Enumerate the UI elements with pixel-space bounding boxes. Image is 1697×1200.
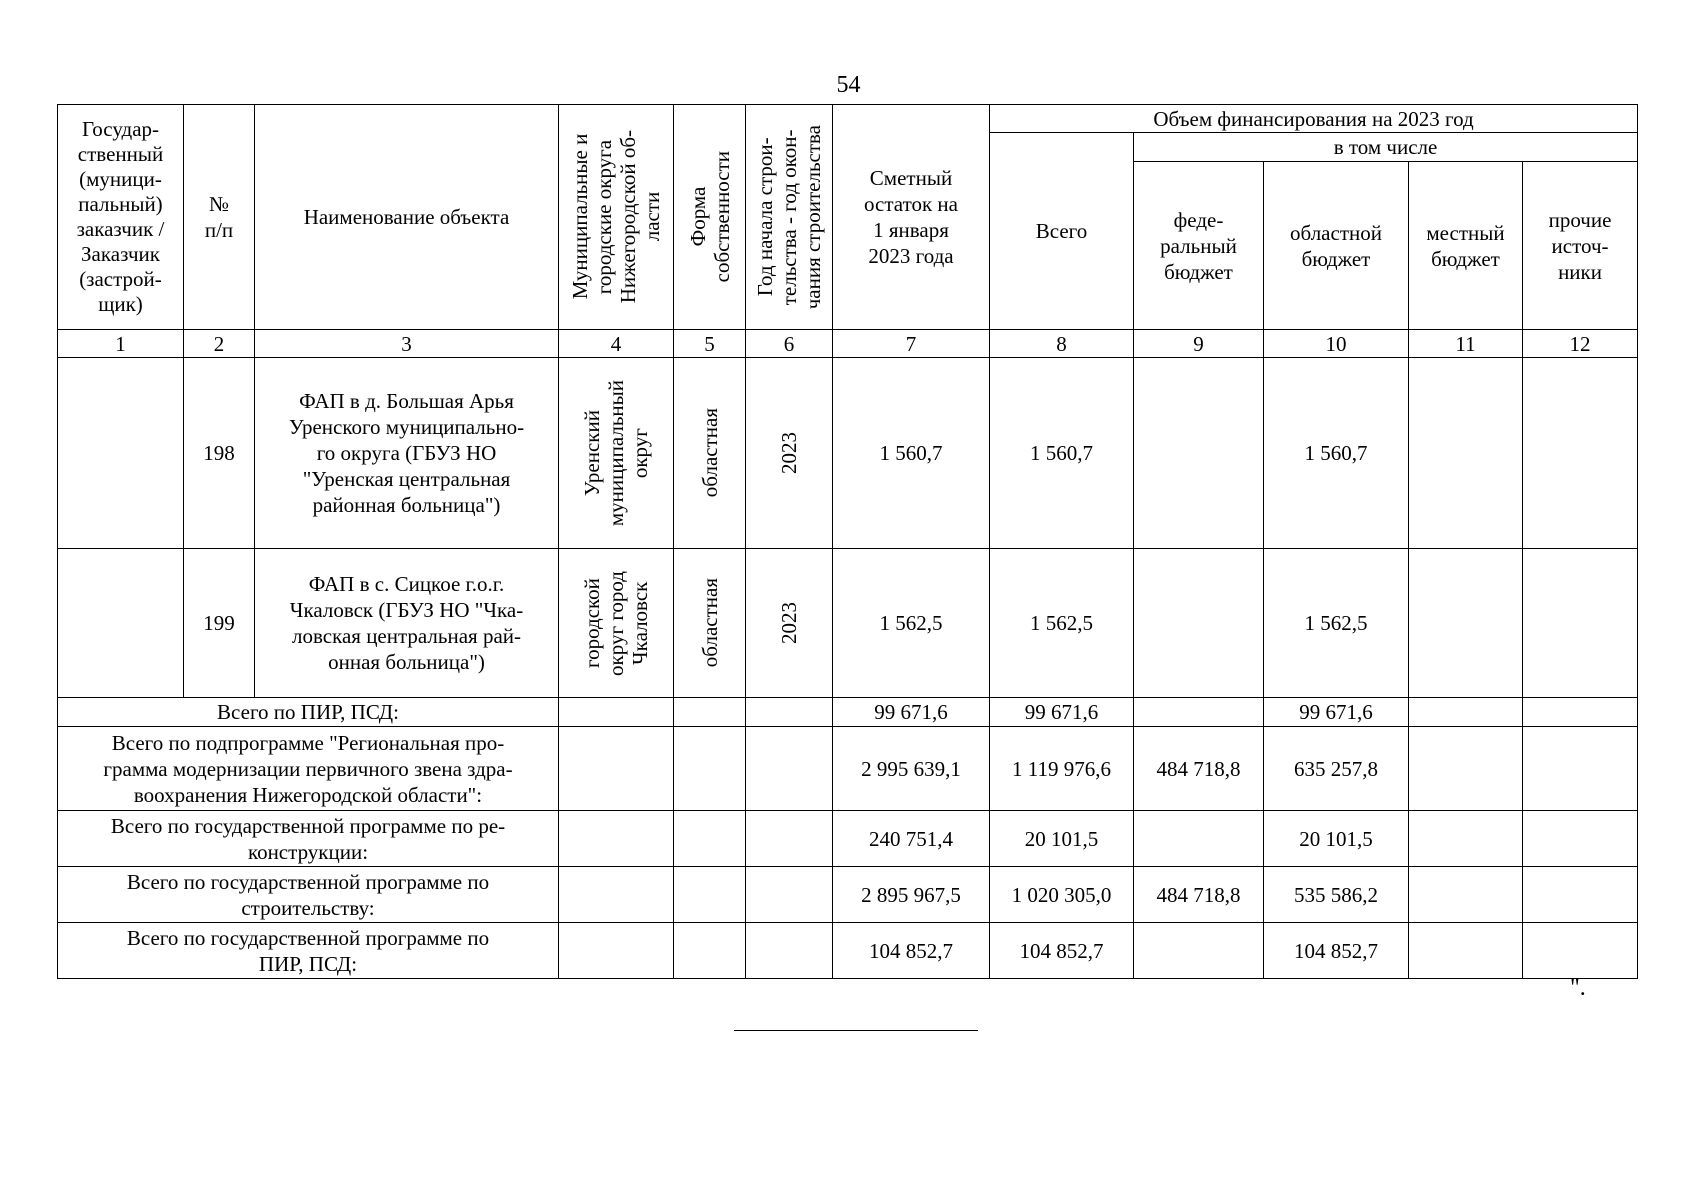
header-regional-budget: областной бюджет [1264, 162, 1409, 330]
empty-cell [1409, 923, 1523, 979]
regional-value: 535 586,2 [1264, 867, 1409, 923]
federal-value [1134, 923, 1264, 979]
empty-cell [1409, 698, 1523, 727]
header-object-name: Наименование объекта [255, 105, 559, 330]
total-value: 1 560,7 [990, 358, 1134, 549]
column-numbers-row [58, 330, 1638, 358]
ownership-text: областная [697, 578, 722, 668]
column-number: 7 [833, 330, 990, 358]
other-value [1523, 549, 1638, 698]
empty-cell [559, 923, 674, 979]
row-number: 198 [184, 358, 255, 549]
header-estimate-balance: Сметный остаток на 1 января 2023 года [833, 105, 990, 330]
total-row [58, 867, 1638, 923]
empty-cell [674, 867, 746, 923]
ownership-text: областная [697, 408, 722, 498]
estimate-value: 2 895 967,5 [833, 867, 990, 923]
empty-cell [746, 867, 833, 923]
estimate-value: 104 852,7 [833, 923, 990, 979]
header-total: Всего [990, 133, 1134, 330]
municipality-text: Уренский муниципальный округ [580, 379, 652, 527]
federal-value [1134, 811, 1264, 867]
column-number: 1 [58, 330, 184, 358]
empty-cell [1523, 923, 1638, 979]
row-number: 199 [184, 549, 255, 698]
municipality-cell [559, 549, 674, 698]
total-row [58, 923, 1638, 979]
header-municipality [559, 105, 674, 330]
column-number: 8 [990, 330, 1134, 358]
column-number: 11 [1409, 330, 1523, 358]
header-including: в том числе [1134, 133, 1638, 162]
empty-cell [559, 811, 674, 867]
regional-value: 20 101,5 [1264, 811, 1409, 867]
total-row [58, 698, 1638, 727]
column-number: 2 [184, 330, 255, 358]
federal-value [1134, 358, 1264, 549]
estimate-value: 99 671,6 [833, 698, 990, 727]
empty-cell [559, 698, 674, 727]
total-label: Всего по государственной программе по строительству: [58, 867, 559, 923]
empty-cell [1523, 698, 1638, 727]
years-cell [746, 549, 833, 698]
regional-value: 1 560,7 [1264, 358, 1409, 549]
header-customer: Государ- ственный (муници- пальный) заказчик / Заказчик (застрой- щик) [58, 105, 184, 330]
total-label: Всего по государственной программе по ре- конструкции: [58, 811, 559, 867]
header-federal-budget: феде- ральный бюджет [1134, 162, 1264, 330]
total-row [58, 727, 1638, 811]
header-row-number: № п/п [184, 105, 255, 330]
empty-cell [746, 698, 833, 727]
column-number: 6 [746, 330, 833, 358]
empty-cell [559, 727, 674, 811]
header-other-sources: прочие источ- ники [1523, 162, 1638, 330]
estimate-value: 1 562,5 [833, 549, 990, 698]
total-value: 1 020 305,0 [990, 867, 1134, 923]
municipality-cell [559, 358, 674, 549]
object-name: ФАП в с. Сицкое г.о.г. Чкаловск (ГБУЗ НО "Чка- ловская центральная рай- онная больница") [255, 549, 559, 698]
municipality-text: городской округ город Чкаловск [580, 570, 652, 676]
header-ownership-text: Форма собственности [685, 151, 734, 283]
total-value: 99 671,6 [990, 698, 1134, 727]
other-value [1523, 358, 1638, 549]
total-label: Всего по государственной программе по ПИР, ПСД: [58, 923, 559, 979]
empty-cell [746, 811, 833, 867]
header-construction-years-text: Год начала строи- тельства - год окон- чания строительства [753, 124, 825, 310]
empty-cell [674, 727, 746, 811]
column-number: 4 [559, 330, 674, 358]
total-row [58, 811, 1638, 867]
federal-value [1134, 698, 1264, 727]
header-local-budget: местный бюджет [1409, 162, 1523, 330]
total-label: Всего по ПИР, ПСД: [58, 698, 559, 727]
header-municipality-text: Муниципальные и городские округа Нижегородской об- ласти [568, 130, 664, 304]
column-number: 12 [1523, 330, 1638, 358]
empty-cell [674, 811, 746, 867]
closing-quote: ". [1570, 975, 1586, 1001]
total-label: Всего по подпрограмме "Региональная про- грамма модернизации первичного звена здра- воохранения Нижегородской области": [58, 727, 559, 811]
years-cell [746, 358, 833, 549]
empty-cell [746, 727, 833, 811]
local-value [1409, 358, 1523, 549]
empty-cell [674, 698, 746, 727]
column-number: 3 [255, 330, 559, 358]
empty-cell [1409, 867, 1523, 923]
estimate-value: 2 995 639,1 [833, 727, 990, 811]
ownership-cell [674, 549, 746, 698]
empty-cell [674, 923, 746, 979]
empty-cell [746, 923, 833, 979]
total-value: 20 101,5 [990, 811, 1134, 867]
empty-cell [559, 867, 674, 923]
header-ownership [674, 105, 746, 330]
federal-value: 484 718,8 [1134, 867, 1264, 923]
total-value: 104 852,7 [990, 923, 1134, 979]
regional-value: 99 671,6 [1264, 698, 1409, 727]
table-row [58, 358, 1638, 549]
table-row [58, 549, 1638, 698]
empty-cell [1409, 727, 1523, 811]
header-financing-volume: Объем финансирования на 2023 год [990, 105, 1638, 133]
federal-value [1134, 549, 1264, 698]
regional-value: 104 852,7 [1264, 923, 1409, 979]
column-number: 9 [1134, 330, 1264, 358]
column-number: 5 [674, 330, 746, 358]
regional-value: 1 562,5 [1264, 549, 1409, 698]
ownership-cell [674, 358, 746, 549]
federal-value: 484 718,8 [1134, 727, 1264, 811]
customer-cell [58, 358, 184, 549]
empty-cell [1409, 811, 1523, 867]
years-text: 2023 [777, 602, 801, 644]
empty-cell [1523, 727, 1638, 811]
header-construction-years [746, 105, 833, 330]
local-value [1409, 549, 1523, 698]
page-number: 54 [836, 72, 861, 98]
financing-table [57, 104, 1638, 979]
estimate-value: 240 751,4 [833, 811, 990, 867]
total-value: 1 562,5 [990, 549, 1134, 698]
customer-cell [58, 549, 184, 698]
empty-cell [1523, 811, 1638, 867]
estimate-value: 1 560,7 [833, 358, 990, 549]
regional-value: 635 257,8 [1264, 727, 1409, 811]
total-value: 1 119 976,6 [990, 727, 1134, 811]
empty-cell [1523, 867, 1638, 923]
column-number: 10 [1264, 330, 1409, 358]
years-text: 2023 [777, 432, 801, 474]
separator-line [734, 1030, 978, 1031]
object-name: ФАП в д. Большая Арья Уренского муниципально- го округа (ГБУЗ НО "Уренская центральная районная больница") [255, 358, 559, 549]
